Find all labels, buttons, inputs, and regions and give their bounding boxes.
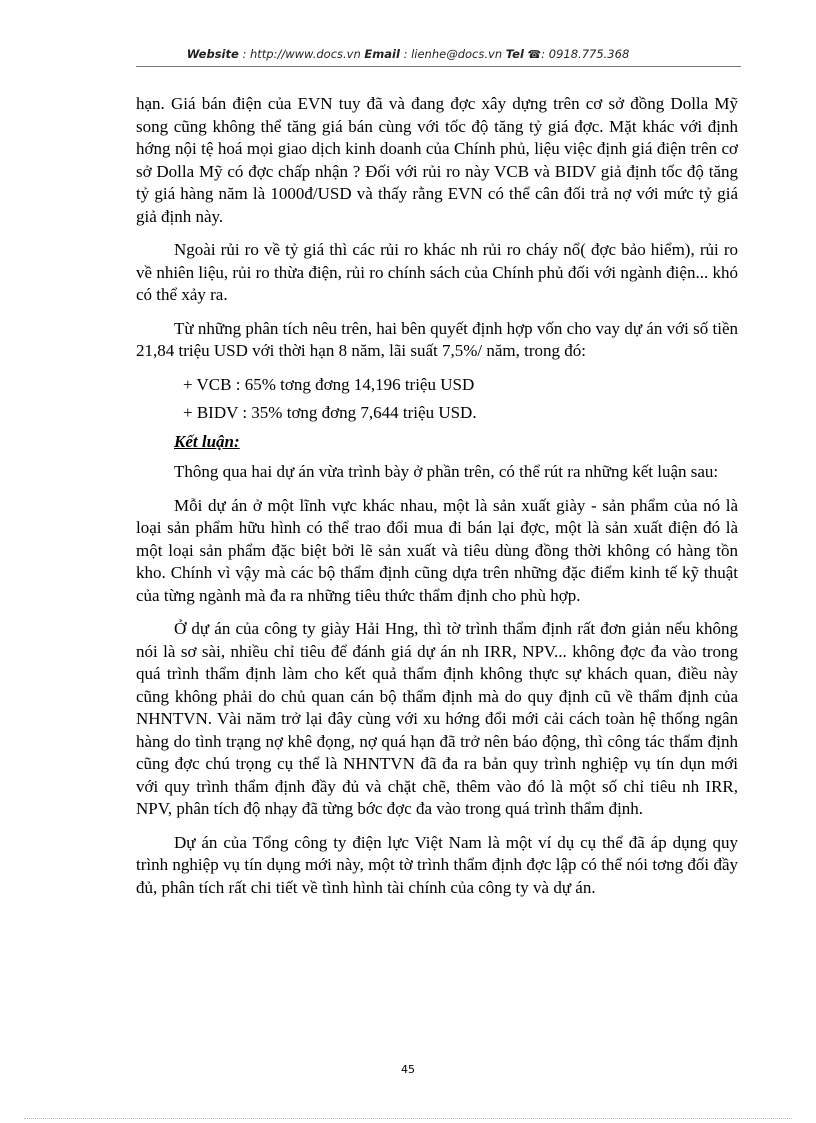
page-number: 45 <box>401 1063 415 1076</box>
tel-label: Tel <box>505 47 524 61</box>
paragraph-1: hạn. Giá bán điện của EVN tuy đã và đang đợc xây dựng trên cơ sở đồng Dolla Mỹ song cũng không thể tăng giá bán cùng với tốc độ tăng tỷ giá đợc. Mặt khác với định hớng nội tệ hoá mọi giao dịch kinh doanh của Chính phủ, liệu việc định giá điện trên cơ sở Dolla Mỹ có đợc chấp nhận ? Đối với rủi ro này VCB và BIDV giả định tốc độ tăng tỷ giá hàng năm là 1000đ/USD và thấy rằng EVN có thể cân đối trả nợ với mức tỷ giá giả định này. <box>136 94 738 226</box>
paragraph-3: Từ những phân tích nêu trên, hai bên quyết định hợp vốn cho vay dự án với số tiền 21,84 triệu USD với thời hạn 8 năm, lãi suất 7,5%/ năm, trong đó: <box>136 318 738 360</box>
website-label: Website <box>186 47 239 61</box>
paragraph-7: Dự án của Tổng công ty điện lực Việt Nam là một ví dụ cụ thể đã áp dụng quy trình nghiệp vụ tín dụng mới này, một tờ trình thẩm định đợc lập có thể nói tơng đối đầy đủ, phân tích rất chi tiết về tình hình tài chính của công ty và dự án. <box>136 832 738 897</box>
email-label: Email <box>364 47 400 61</box>
list-item-bidv: + BIDV : 35% tơng đơng 7,644 triệu USD. <box>183 403 477 422</box>
document-body <box>136 93 738 910</box>
page-bottom-divider <box>24 1118 792 1119</box>
tel-number: : 0918.775.368 <box>541 47 630 61</box>
phone-icon: ☎ <box>527 48 542 61</box>
paragraph-6: Ở dự án của công ty giày Hải Hng, thì tờ trình thẩm định rất đơn giản nếu không nói là sơ sài, nhiều chỉ tiêu để đánh giá dự án nh IRR, NPV... không đợc đa vào trong quá trình thẩm định làm cho kết quả thẩm định không thực sự khách quan, điều này cũng không phải do chủ quan cán bộ thẩm định mà do quy định cũ về thẩm định của NHNTVN. Vài năm trở lại đây cùng với xu hớng đổi mới cải cách toàn hệ thống ngân hàng do tình trạng nợ khê đọng, nợ quá hạn đã trở nên báo động, thì công tác thẩm định cũng đợc chú trọng cụ thể là NHNTVN đã đa ra bản quy trình nghiệp vụ tín dụn mới với quy trình thẩm định đầy đủ và chặt chẽ, thêm vào đó là một số chỉ tiêu nh IRR, NPV, phân tích độ nhạy đã từng bớc đợc đa vào trong quá trình thẩm định. <box>136 619 738 818</box>
email-address[interactable]: : lienhe@docs.vn <box>403 47 503 61</box>
section-heading: Kết luận: <box>174 431 240 451</box>
list-item-vcb: + VCB : 65% tơng đơng 14,196 triệu USD <box>183 374 475 394</box>
header-divider <box>136 66 741 67</box>
page-header <box>0 47 816 61</box>
website-url[interactable]: : http://www.docs.vn <box>242 47 361 61</box>
paragraph-4: Thông qua hai dự án vừa trình bày ở phần trên, có thể rút ra những kết luận sau: <box>174 462 719 481</box>
paragraph-2: Ngoài rủi ro về tỷ giá thì các rủi ro khác nh rủi ro cháy nổ( đợc bảo hiểm), rủi ro về nhiên liệu, rủi ro thừa điện, rủi ro chính sách của Chính phủ đối với ngành điện... khó có thể xảy ra. <box>136 240 738 304</box>
paragraph-5: Mỗi dự án ở một lĩnh vực khác nhau, một là sản xuất giày - sản phẩm của nó là loại sản phẩm hữu hình có thể trao đổi mua đi bán lại đợc, một là sản xuất điện đó là một loại sản phẩm đặc biệt bởi lẽ sản xuất và tiêu dùng đồng thời không có hàng tồn kho. Chính vì vậy mà các bộ thẩm định cũng dựa trên những đặc điểm kinh tế kỹ thuật của từng ngành mà đa ra những tiêu thức thẩm định cho phù hợp. <box>136 495 738 605</box>
